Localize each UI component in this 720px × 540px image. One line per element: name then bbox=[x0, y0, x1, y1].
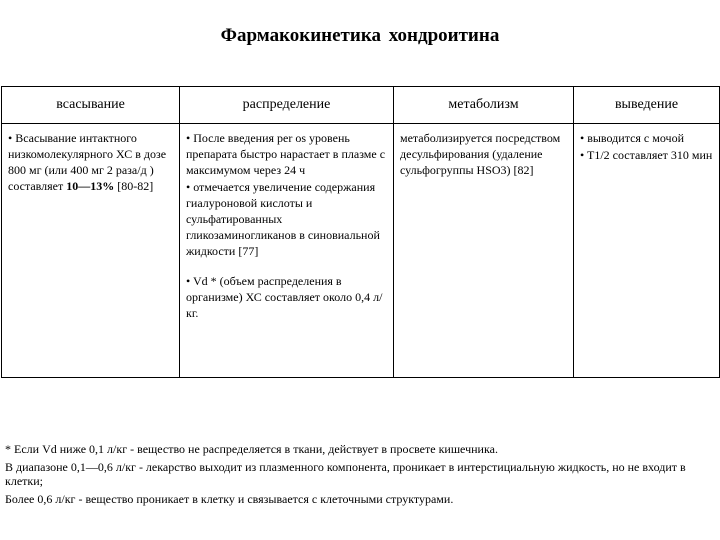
distribution-item-1: • После введения per os уровень препарата быстро нарастает в плазме с максимумом через 24 ч bbox=[186, 131, 386, 177]
excretion-item-1: • выводится с мочой bbox=[580, 131, 684, 145]
metabolism-item-1: метаболизируется посредством десульфирования (удаление сульфогруппы HSO3) [82] bbox=[400, 131, 561, 177]
absorption-text-lead: • Всасывание интактного низкомолекулярного ХС в дозе 800 мг (или 400 мг 2 раза/д ) составляет bbox=[8, 131, 167, 193]
header-excretion: выведение bbox=[574, 87, 720, 124]
footnote-1: * Если Vd ниже 0,1 л/кг - вещество не распределяется в ткани, действует в просвете кишечника. bbox=[5, 442, 498, 456]
distribution-item-3: • Vd * (объем распределения в организме) ХС составляет около 0,4 л/кг. bbox=[186, 274, 383, 320]
absorption-cell bbox=[2, 124, 180, 378]
distribution-cell bbox=[180, 124, 394, 378]
excretion-item-2: • T1/2 составляет 310 мин bbox=[580, 148, 713, 162]
slide-title: Фармакокинетика хондроитина bbox=[220, 25, 500, 46]
header-metabolism: метаболизм bbox=[394, 87, 574, 124]
excretion-cell bbox=[574, 124, 720, 378]
header-distribution: распределение bbox=[180, 87, 394, 124]
pharmacokinetics-table bbox=[1, 86, 720, 378]
distribution-item-2: • отмечается увеличение содержания гиалуроновой кислоты и сульфатированных гликозаминогликанов в синовиальной жидкости [77] bbox=[186, 180, 380, 258]
metabolism-cell bbox=[394, 124, 574, 378]
table-row bbox=[2, 124, 720, 378]
footnotes bbox=[5, 442, 717, 510]
absorption-text bbox=[8, 130, 175, 194]
absorption-reference: [80-82] bbox=[114, 179, 154, 193]
absorption-percent: 10—13% bbox=[66, 179, 115, 193]
table-header-row bbox=[2, 87, 720, 124]
header-absorption: всасывание bbox=[2, 87, 180, 124]
footnote-2: В диапазоне 0,1—0,6 л/кг - лекарство выходит из плазменного компонента, проникает в интерстициальную жидкость, но не входит в клетки; bbox=[5, 460, 686, 488]
footnote-3: Более 0,6 л/кг - вещество проникает в клетку и связывается с клеточными структурами. bbox=[5, 492, 454, 506]
